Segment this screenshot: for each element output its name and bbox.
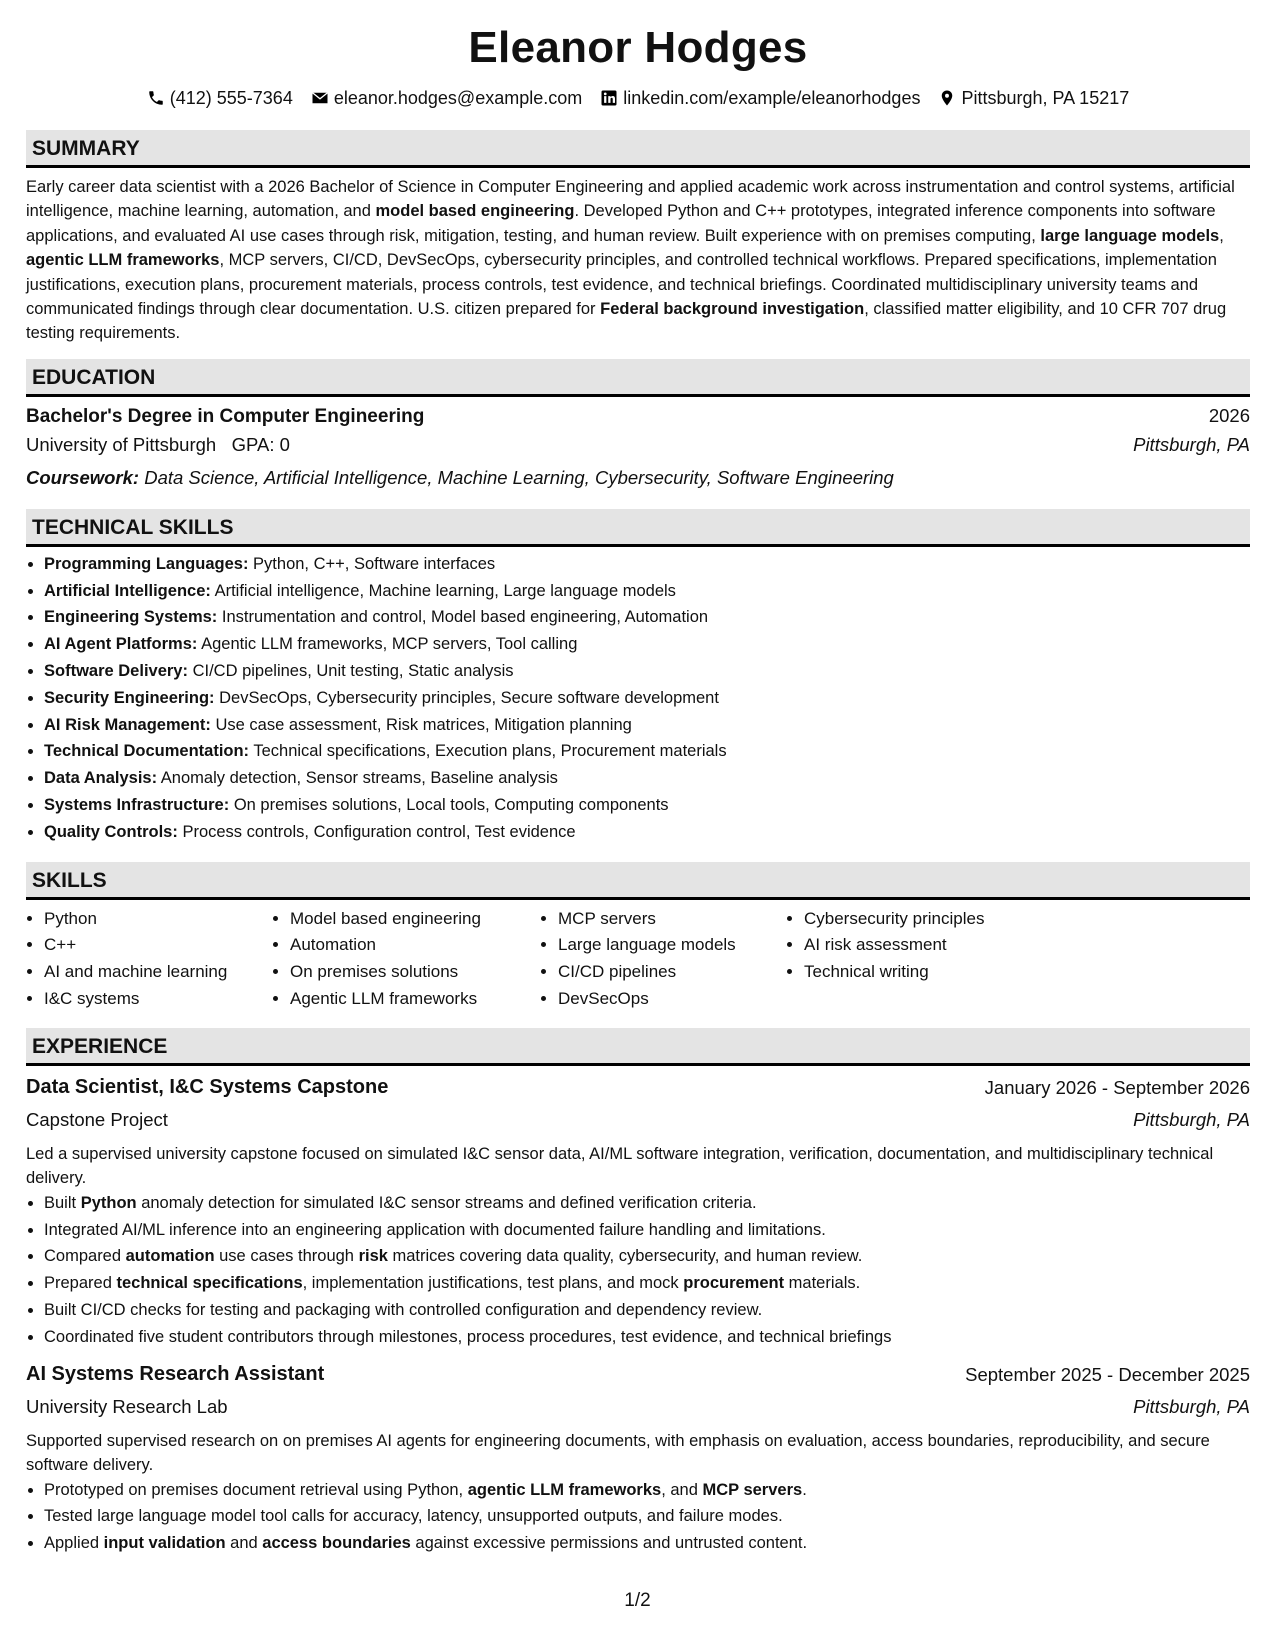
- list-item: • Coordinated five student contributors through milestones, process procedures, test evidence, and technical briefings: [44, 1324, 1250, 1351]
- degree-title: Bachelor's Degree in Computer Engineering: [26, 405, 425, 427]
- list-item: • Prototyped on premises document retrieval using Python, agentic LLM frameworks, and MCP servers.: [44, 1477, 1250, 1504]
- list-item: • Python: [44, 906, 272, 933]
- coursework-label: Coursework:: [26, 466, 140, 488]
- list-item: • DevSecOps: [558, 986, 786, 1013]
- envelope-icon: [311, 89, 329, 107]
- education-heading: EDUCATION: [26, 359, 1250, 397]
- list-item: • Engineering Systems: Instrumentation and control, Model based engineering, Automation: [44, 604, 1250, 631]
- summary-heading: SUMMARY: [26, 130, 1250, 168]
- graduation-year: 2026: [1208, 404, 1250, 426]
- skills-grid: [26, 906, 1250, 1013]
- list-item: • Cybersecurity principles: [804, 906, 1064, 933]
- job-location: Pittsburgh, PA: [1133, 1108, 1250, 1130]
- list-item: • Agentic LLM frameworks: [290, 986, 540, 1013]
- technical-skills-heading: TECHNICAL SKILLS: [26, 509, 1250, 547]
- list-item: • On premises solutions: [290, 959, 540, 986]
- list-item: • Automation: [290, 932, 540, 959]
- list-item: • Security Engineering: DevSecOps, Cybersecurity principles, Secure software development: [44, 685, 1250, 712]
- school-location: Pittsburgh, PA: [1133, 433, 1250, 455]
- list-item: • MCP servers: [558, 906, 786, 933]
- list-item: • Large language models: [558, 932, 786, 959]
- linkedin-text: linkedin.com/example/eleanorhodges: [623, 87, 921, 108]
- list-item: • Systems Infrastructure: On premises solutions, Local tools, Computing components: [44, 792, 1250, 819]
- list-item: • Programming Languages: Python, C++, Software interfaces: [44, 551, 1250, 578]
- list-item: • AI risk assessment: [804, 932, 1064, 959]
- list-item: • Integrated AI/ML inference into an engineering application with documented failure handling and limitations.: [44, 1217, 1250, 1244]
- contact-linkedin[interactable]: [600, 88, 920, 109]
- list-item: • Technical Documentation: Technical specifications, Execution plans, Procurement materials: [44, 738, 1250, 765]
- job-dates: January 2026 - September 2026: [984, 1076, 1250, 1098]
- contact-bar: [26, 86, 1250, 110]
- list-item: • Built Python anomaly detection for simulated I&C sensor streams and defined verification criteria.: [44, 1190, 1250, 1217]
- phone-icon: [147, 89, 165, 107]
- job-entry: [26, 1359, 1250, 1557]
- candidate-name: Eleanor Hodges: [468, 23, 808, 72]
- education-entry: [26, 405, 1250, 492]
- list-item: • Software Delivery: CI/CD pipelines, Unit testing, Static analysis: [44, 658, 1250, 685]
- list-item: • I&C systems: [44, 986, 272, 1013]
- skills-heading: SKILLS: [26, 862, 1250, 900]
- skills-column: [272, 906, 540, 1013]
- list-item: • Tested large language model tool calls for accuracy, latency, unsupported outputs, and failure modes.: [44, 1503, 1250, 1530]
- list-item: • Technical writing: [804, 959, 1064, 986]
- list-item: • Data Analysis: Anomaly detection, Sensor streams, Baseline analysis: [44, 765, 1250, 792]
- list-item: • Applied input validation and access boundaries against excessive permissions and untrusted content.: [44, 1530, 1250, 1557]
- job-title: AI Systems Research Assistant: [26, 1363, 325, 1386]
- list-item: • AI and machine learning: [44, 959, 272, 986]
- coursework-line: [26, 463, 1250, 492]
- list-item: • Model based engineering: [290, 906, 540, 933]
- job-title: Data Scientist, I&C Systems Capstone: [26, 1076, 389, 1099]
- phone-text: (412) 555-7364: [169, 87, 293, 108]
- list-item: • Built CI/CD checks for testing and packaging with controlled configuration and dependency review.: [44, 1297, 1250, 1324]
- email-text: eleanor.hodges@example.com: [333, 87, 583, 108]
- contact-phone[interactable]: [147, 88, 293, 109]
- job-bullets: [26, 1190, 1250, 1351]
- linkedin-icon: [600, 89, 618, 107]
- contact-email[interactable]: [311, 88, 582, 109]
- job-dates: September 2025 - December 2025: [965, 1363, 1250, 1385]
- school-name: University of Pittsburgh: [26, 433, 217, 455]
- job-location: Pittsburgh, PA: [1133, 1395, 1250, 1417]
- job-description: Led a supervised university capstone focused on simulated I&C sensor data, AI/ML software integration, verification, documentation, and multidisciplinary technical delivery.: [26, 1144, 1214, 1187]
- location-text: Pittsburgh, PA 15217: [961, 87, 1130, 108]
- list-item: • Quality Controls: Process controls, Configuration control, Test evidence: [44, 819, 1250, 846]
- list-item: • Prepared technical specifications, implementation justifications, test plans, and mock procurement materials.: [44, 1270, 1250, 1297]
- job-organization: University Research Lab: [26, 1395, 228, 1417]
- coursework-list: Data Science, Artificial Intelligence, Machine Learning, Cybersecurity, Software Engineering: [144, 466, 894, 488]
- list-item: • CI/CD pipelines: [558, 959, 786, 986]
- experience-heading: EXPERIENCE: [26, 1028, 1250, 1066]
- list-item: • C++: [44, 932, 272, 959]
- list-item: • Artificial Intelligence: Artificial intelligence, Machine learning, Large language models: [44, 578, 1250, 605]
- list-item: • AI Agent Platforms: Agentic LLM frameworks, MCP servers, Tool calling: [44, 631, 1250, 658]
- job-entry: [26, 1072, 1250, 1351]
- resume-page: [26, 0, 1250, 1557]
- skills-column: [786, 906, 1064, 1013]
- job-organization: Capstone Project: [26, 1108, 168, 1130]
- summary-paragraph: Early career data scientist with a 2026 Bachelor of Science in Computer Engineering and applied academic work across instrumentation and control systems, artificial intelligence, machine learning, automation, and model based engineering. Developed Python and C++ prototypes, integrated inference components into software applications, and evaluated AI use cases through risk, mitigation, testing, and human review. Built experience with on premises computing, large language models, agentic LLM frameworks, MCP servers, CI/CD, DevSecOps, cybersecurity principles, and controlled technical workflows. Prepared specifications, implementation justifications, execution plans, procurement materials, process controls, test evidence, and technical briefings. Coordinated multidisciplinary university teams and communicated findings through clear documentation. U.S. citizen prepared for Federal background investigation, classified matter eligibility, and 10 CFR 707 drug testing requirements.: [26, 178, 1235, 343]
- page-number: 1/2: [624, 1590, 651, 1611]
- list-item: • Compared automation use cases through risk matrices covering data quality, cybersecurity, and human review.: [44, 1243, 1250, 1270]
- job-bullets: [26, 1477, 1250, 1557]
- skills-column: [540, 906, 786, 1013]
- skills-column: [26, 906, 272, 1013]
- job-description: Supported supervised research on on premises AI agents for engineering documents, with emphasis on evaluation, access boundaries, reproducibility, and secure software delivery.: [26, 1431, 1210, 1474]
- list-item: • AI Risk Management: Use case assessment, Risk matrices, Mitigation planning: [44, 712, 1250, 739]
- technical-skills-list: [26, 551, 1250, 846]
- gpa: GPA: 0: [231, 433, 290, 455]
- map-pin-icon: [938, 89, 956, 107]
- school-line: [26, 434, 290, 456]
- contact-location: [938, 88, 1129, 109]
